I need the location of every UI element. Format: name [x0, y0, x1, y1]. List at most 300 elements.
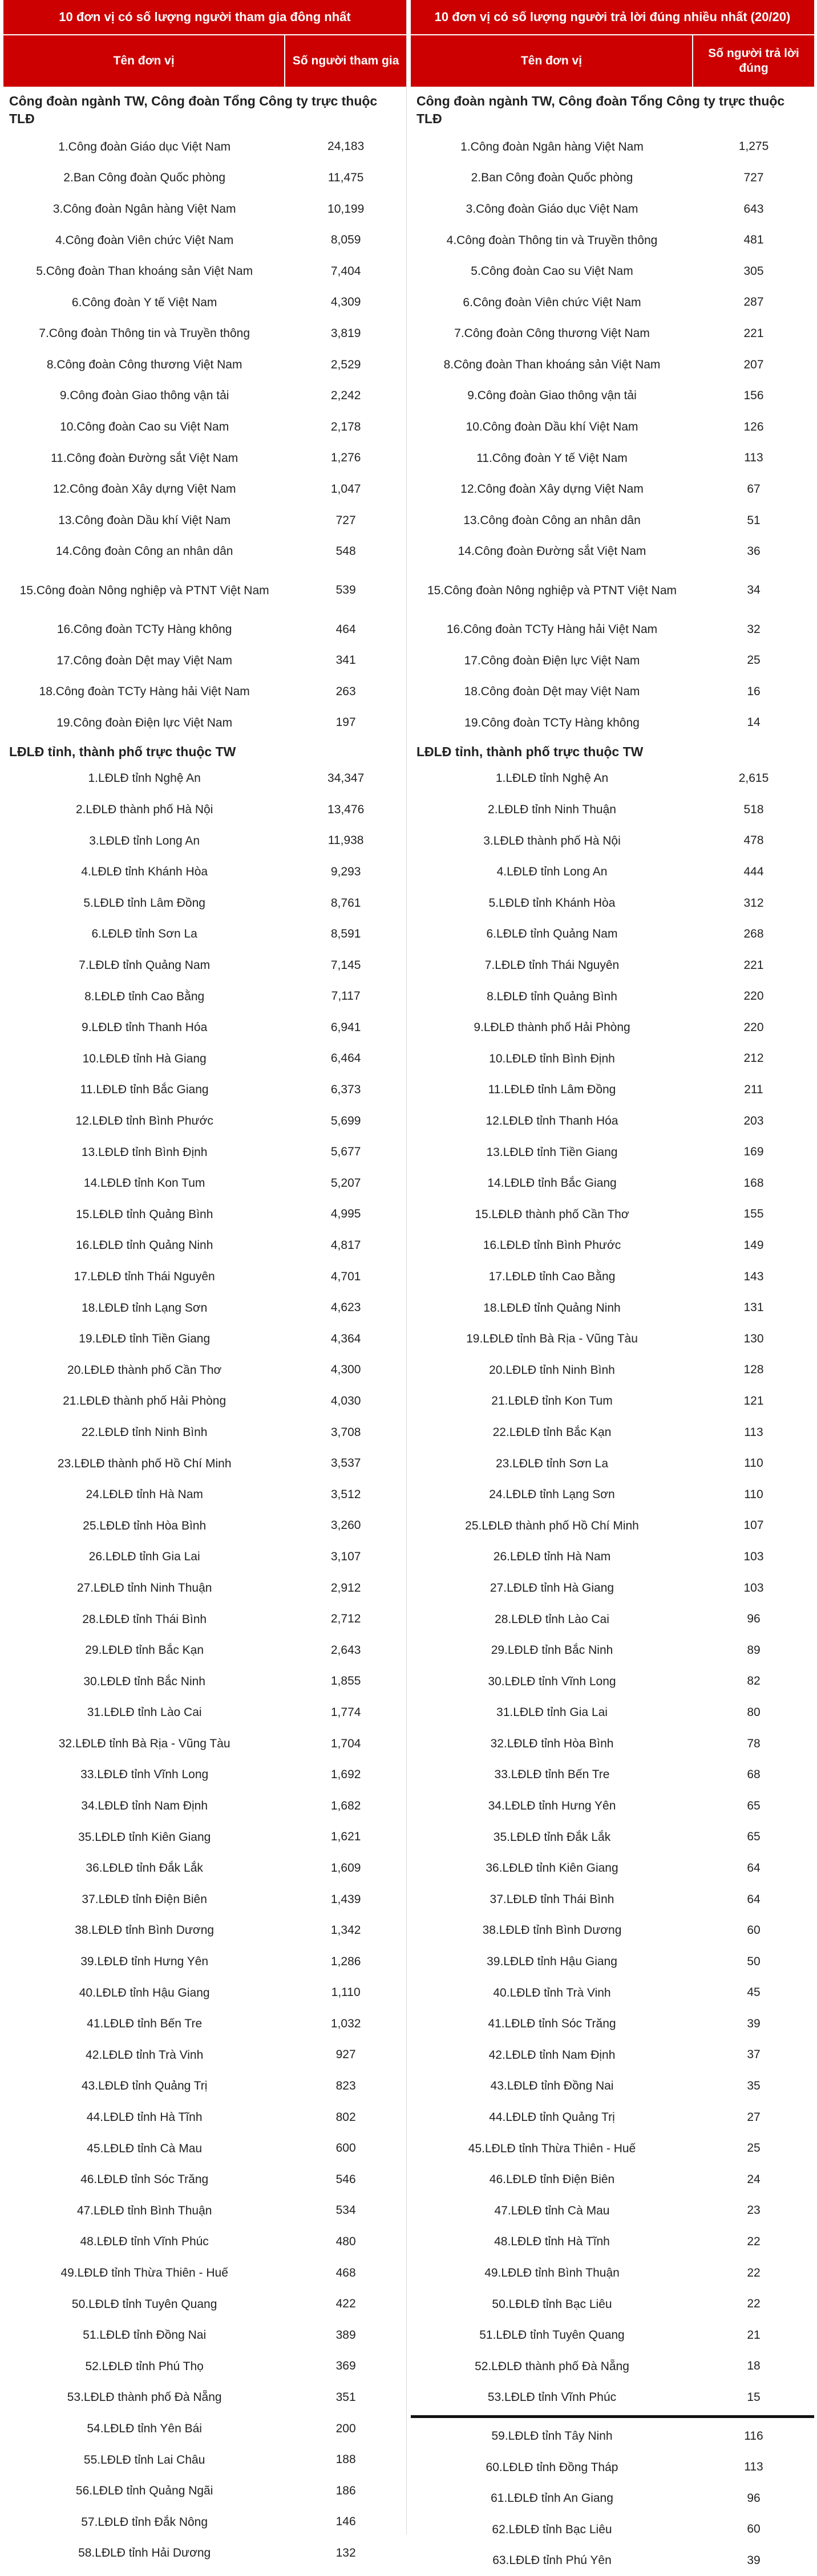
unit-count: 4,364 — [330, 1332, 361, 1345]
right-col-value-header: Số người trả lời đúng — [708, 46, 799, 75]
table-row — [411, 131, 814, 163]
unit-name: 13.LĐLĐ tỉnh Tiền Giang — [486, 1145, 618, 1159]
table-row — [3, 1510, 406, 1541]
unit-count: 444 — [743, 865, 764, 878]
unit-count: 220 — [743, 1020, 764, 1034]
unit-name: 34.LĐLĐ tỉnh Nam Định — [81, 1799, 208, 1813]
unit-name: 10.LĐLĐ tỉnh Hà Giang — [82, 1052, 207, 1065]
unit-name: 4.LĐLĐ tỉnh Long An — [496, 865, 608, 879]
unit-name: 1.Công đoàn Giáo dục Việt Nam — [58, 140, 231, 153]
unit-count: 39 — [747, 2553, 761, 2567]
table-row — [411, 1199, 814, 1230]
unit-name: 24.LĐLĐ tỉnh Lạng Sơn — [489, 1488, 615, 1502]
unit-count: 121 — [743, 1394, 764, 1407]
right-table-title: 10 đơn vị có số lượng người trả lời đúng nhiều nhất (20/20) — [411, 0, 814, 35]
unit-count: 169 — [743, 1145, 764, 1159]
unit-count: 130 — [743, 1332, 764, 1345]
unit-count: 1,621 — [330, 1830, 361, 1844]
table-row — [411, 2102, 814, 2133]
table-row — [411, 443, 814, 474]
unit-count: 110 — [744, 1457, 763, 1470]
unit-name: 34.LĐLĐ tỉnh Hưng Yên — [488, 1799, 616, 1813]
unit-name: 18.Công đoàn TCTy Hàng hải Việt Nam — [39, 685, 250, 699]
unit-count: 478 — [743, 834, 764, 847]
unit-name: 4.LĐLĐ tỉnh Khánh Hòa — [81, 865, 208, 879]
table-row — [3, 1759, 406, 1791]
table-row — [411, 1012, 814, 1044]
unit-name: 57.LĐLĐ tỉnh Đắk Nông — [81, 2515, 208, 2529]
unit-name: 18.LĐLĐ tỉnh Lạng Sơn — [81, 1301, 208, 1315]
table-row — [3, 1137, 406, 1168]
table-row — [411, 255, 814, 287]
unit-name: 40.LĐLĐ tỉnh Trà Vinh — [493, 1986, 611, 1999]
table-row — [3, 2071, 406, 2102]
left-col-value-header: Số người tham gia — [292, 54, 399, 67]
table-row — [411, 1105, 814, 1137]
table-row — [411, 614, 814, 645]
table-row — [3, 505, 406, 536]
unit-count: 23 — [747, 2204, 761, 2217]
unit-name: 27.LĐLĐ tỉnh Ninh Thuận — [76, 1581, 212, 1595]
unit-name: 20.LĐLĐ tỉnh Ninh Bình — [489, 1363, 615, 1377]
table-row — [411, 1261, 814, 1292]
table-row — [3, 2320, 406, 2351]
table-row — [3, 1853, 406, 1884]
unit-count: 221 — [743, 326, 764, 340]
unit-count: 207 — [743, 358, 764, 371]
unit-count: 212 — [743, 1052, 764, 1065]
unit-count: 107 — [743, 1519, 764, 1532]
unit-name: 28.LĐLĐ tỉnh Lào Cai — [495, 1612, 609, 1626]
table-row — [3, 1479, 406, 1510]
table-row — [411, 919, 814, 950]
unit-name: 48.LĐLĐ tỉnh Vĩnh Phúc — [80, 2235, 209, 2249]
table-row — [3, 1915, 406, 1946]
unit-name: 42.LĐLĐ tỉnh Nam Định — [488, 2048, 616, 2062]
table-row — [3, 2382, 406, 2413]
unit-count: 21 — [747, 2328, 761, 2342]
unit-count: 156 — [743, 389, 764, 403]
table-row — [3, 193, 406, 225]
table-row — [411, 1137, 814, 1168]
table-row — [411, 950, 814, 981]
right-table-panel — [411, 0, 814, 2567]
table-row — [411, 2482, 814, 2514]
unit-name: 21.LĐLĐ thành phố Hải Phòng — [63, 1394, 227, 1408]
unit-count: 927 — [335, 2048, 356, 2062]
unit-name: 32.LĐLĐ tỉnh Bà Rịa - Vũng Tàu — [58, 1737, 230, 1750]
table-row — [411, 1728, 814, 1759]
table-row — [3, 2475, 406, 2506]
table-row — [411, 1417, 814, 1448]
table-row — [3, 318, 406, 350]
unit-name: 12.Công đoàn Xây dựng Việt Nam — [52, 482, 236, 496]
table-row — [3, 1946, 406, 1977]
unit-name: 2.Ban Công đoàn Quốc phòng — [63, 171, 226, 185]
unit-name: 6.LĐLĐ tỉnh Sơn La — [91, 927, 197, 941]
unit-name: 16.Công đoàn TCTy Hàng không — [56, 623, 232, 636]
unit-count: 481 — [743, 233, 764, 247]
unit-name: 21.LĐLĐ tỉnh Kon Tum — [491, 1394, 613, 1408]
table-row — [3, 2102, 406, 2133]
unit-name: 58.LĐLĐ tỉnh Hải Dương — [78, 2546, 211, 2560]
unit-name: 8.LĐLĐ tỉnh Cao Bằng — [84, 989, 205, 1003]
table-row — [411, 2382, 814, 2413]
unit-name: 29.LĐLĐ tỉnh Bắc Kạn — [85, 1644, 204, 1657]
table-row — [3, 2133, 406, 2164]
unit-name: 10.Công đoàn Cao su Việt Nam — [60, 420, 229, 434]
table-row — [3, 1230, 406, 1261]
unit-name: 13.Công đoàn Công an nhân dân — [463, 513, 641, 527]
unit-count: 155 — [743, 1207, 764, 1221]
unit-count: 4,995 — [330, 1207, 361, 1221]
right-central-unions-list — [411, 131, 814, 739]
unit-name: 11.Công đoàn Đường sắt Việt Nam — [51, 451, 238, 465]
unit-name: 6.Công đoàn Viên chức Việt Nam — [463, 295, 641, 309]
unit-name: 10.Công đoàn Dầu khí Việt Nam — [466, 420, 638, 434]
table-row — [3, 1168, 406, 1199]
unit-name: 54.LĐLĐ tỉnh Yên Bái — [87, 2421, 202, 2435]
unit-name: 5.Công đoàn Than khoáng sản Việt Nam — [36, 265, 253, 278]
unit-name: 48.LĐLĐ tỉnh Hà Tĩnh — [494, 2235, 610, 2249]
unit-name: 14.Công đoàn Công an nhân dân — [55, 545, 233, 558]
unit-count: 16 — [747, 684, 761, 698]
unit-count: 27 — [747, 2110, 761, 2124]
unit-count: 4,623 — [330, 1301, 361, 1315]
table-row — [3, 2257, 406, 2289]
table-row — [411, 1977, 814, 2009]
table-row — [411, 1946, 814, 1977]
left-col-name-header: Tên đơn vị — [3, 35, 285, 87]
table-row — [411, 857, 814, 888]
table-row — [411, 163, 814, 194]
unit-name: 15.LĐLĐ tỉnh Quảng Bình — [75, 1207, 213, 1221]
table-row — [411, 1604, 814, 1635]
unit-count: 67 — [747, 482, 761, 496]
unit-name: 31.LĐLĐ tỉnh Lào Cai — [87, 1706, 202, 1719]
table-row — [3, 2444, 406, 2476]
table-row — [3, 380, 406, 412]
unit-count: 4,300 — [330, 1363, 361, 1377]
unit-name: 62.LĐLĐ tỉnh Bạc Liêu — [492, 2522, 612, 2536]
unit-count: 600 — [335, 2141, 356, 2155]
table-row — [411, 536, 814, 567]
unit-count: 2,242 — [330, 389, 361, 403]
unit-count: 188 — [335, 2453, 356, 2467]
unit-count: 11,475 — [327, 171, 364, 184]
table-row — [3, 255, 406, 287]
table-row — [411, 2039, 814, 2071]
unit-count: 6,941 — [330, 1020, 361, 1034]
unit-count: 1,047 — [330, 482, 361, 496]
unit-count: 9,293 — [330, 865, 361, 878]
left-table-title: 10 đơn vị có số lượng người tham gia đông nhất — [3, 0, 406, 35]
table-row — [411, 2452, 814, 2483]
table-row — [3, 857, 406, 888]
unit-count: 3,708 — [330, 1425, 361, 1439]
table-row — [3, 614, 406, 645]
unit-name: 12.Công đoàn Xây dựng Việt Nam — [460, 482, 644, 496]
table-row — [3, 1541, 406, 1573]
table-row — [3, 2538, 406, 2569]
table-row — [411, 1634, 814, 1666]
table-row — [3, 2195, 406, 2226]
unit-count: 3,819 — [330, 326, 361, 340]
table-row — [411, 1697, 814, 1729]
unit-count: 149 — [743, 1239, 764, 1252]
unit-name: 14.Công đoàn Đường sắt Việt Nam — [458, 545, 646, 558]
unit-name: 46.LĐLĐ tỉnh Điện Biên — [489, 2173, 615, 2186]
table-row — [3, 676, 406, 708]
table-row — [3, 645, 406, 676]
unit-name: 25.LĐLĐ tỉnh Hòa Bình — [83, 1519, 207, 1532]
unit-name: 29.LĐLĐ tỉnh Bắc Ninh — [491, 1644, 613, 1657]
unit-name: 33.LĐLĐ tỉnh Bến Tre — [494, 1768, 610, 1782]
unit-name: 10.LĐLĐ tỉnh Bình Định — [489, 1052, 615, 1065]
table-row — [3, 919, 406, 950]
unit-count: 8,591 — [330, 927, 361, 941]
unit-name: 53.LĐLĐ thành phố Đà Nẵng — [67, 2391, 222, 2404]
unit-name: 42.LĐLĐ tỉnh Trà Vinh — [86, 2048, 204, 2062]
unit-name: 19.LĐLĐ tỉnh Bà Rịa - Vũng Tàu — [466, 1332, 638, 1346]
unit-count: 539 — [335, 583, 356, 597]
table-row — [3, 794, 406, 825]
unit-name: 39.LĐLĐ tỉnh Hậu Giang — [487, 1955, 617, 1969]
table-row — [411, 2289, 814, 2320]
table-row — [3, 825, 406, 857]
unit-count: 113 — [744, 1425, 763, 1439]
unit-count: 341 — [335, 654, 356, 667]
unit-count: 2,643 — [330, 1643, 361, 1657]
unit-name: 16.Công đoàn TCTy Hàng hải Việt Nam — [446, 623, 658, 636]
unit-count: 727 — [335, 513, 356, 527]
table-row — [3, 950, 406, 981]
unit-name: 17.LĐLĐ tỉnh Thái Nguyên — [74, 1269, 215, 1283]
table-row — [411, 2164, 814, 2196]
unit-name: 41.LĐLĐ tỉnh Bến Tre — [87, 2017, 203, 2031]
unit-count: 6,464 — [330, 1052, 361, 1065]
unit-count: 2,529 — [330, 358, 361, 371]
unit-name: 31.LĐLĐ tỉnh Gia Lai — [496, 1706, 608, 1719]
unit-count: 3,512 — [330, 1487, 361, 1501]
table-row — [3, 1634, 406, 1666]
unit-name: 12.LĐLĐ tỉnh Bình Phước — [75, 1114, 213, 1127]
unit-count: 82 — [747, 1674, 761, 1688]
unit-name: 5.LĐLĐ tỉnh Lâm Đồng — [83, 896, 205, 910]
unit-name: 11.LĐLĐ tỉnh Bắc Giang — [80, 1083, 209, 1097]
table-row — [3, 1012, 406, 1044]
table-row — [411, 1759, 814, 1791]
table-row — [3, 1417, 406, 1448]
unit-name: 27.LĐLĐ tỉnh Hà Giang — [490, 1581, 614, 1595]
unit-name: 60.LĐLĐ tỉnh Đồng Tháp — [486, 2460, 618, 2474]
unit-count: 1,275 — [738, 140, 769, 153]
unit-count: 8,761 — [330, 896, 361, 910]
table-row — [3, 2226, 406, 2258]
unit-count: 220 — [743, 989, 764, 1003]
table-row — [411, 794, 814, 825]
left-section-provincial: LĐLĐ tỉnh, thành phố trực thuộc TW — [9, 744, 236, 759]
unit-count: 480 — [335, 2235, 356, 2249]
unit-count: 3,537 — [330, 1457, 361, 1470]
left-central-unions-list — [3, 131, 406, 739]
unit-name: 5.LĐLĐ tỉnh Khánh Hòa — [488, 896, 616, 910]
table-row — [3, 536, 406, 567]
table-row — [3, 2039, 406, 2071]
unit-count: 18 — [747, 2359, 761, 2373]
unit-count: 25 — [747, 654, 761, 667]
table-row — [3, 1354, 406, 1386]
unit-count: 60 — [747, 1924, 761, 1937]
unit-name: 30.LĐLĐ tỉnh Vĩnh Long — [488, 1674, 616, 1688]
table-row — [411, 2351, 814, 2382]
unit-name: 28.LĐLĐ tỉnh Thái Bình — [82, 1612, 207, 1626]
unit-count: 5,207 — [330, 1176, 361, 1190]
unit-name: 55.LĐLĐ tỉnh Lai Châu — [83, 2453, 205, 2467]
unit-count: 211 — [744, 1083, 763, 1097]
table-row — [3, 1292, 406, 1324]
left-table-header — [3, 35, 406, 87]
table-row — [411, 1386, 814, 1417]
unit-count: 287 — [743, 295, 764, 309]
unit-count: 6,373 — [330, 1083, 361, 1097]
unit-name: 51.LĐLĐ tỉnh Tuyên Quang — [479, 2328, 625, 2342]
table-row — [3, 2289, 406, 2320]
unit-name: 49.LĐLĐ tỉnh Bình Thuận — [484, 2266, 620, 2279]
table-row — [3, 1822, 406, 1853]
table-row — [411, 887, 814, 919]
unit-name: 3.LĐLĐ thành phố Hà Nội — [483, 834, 621, 847]
unit-count: 389 — [335, 2328, 356, 2342]
unit-name: 18.LĐLĐ tỉnh Quảng Ninh — [483, 1301, 621, 1315]
table-row — [411, 225, 814, 256]
unit-name: 7.LĐLĐ tỉnh Thái Nguyên — [484, 959, 620, 972]
table-row — [411, 676, 814, 708]
table-row — [3, 131, 406, 163]
table-row — [411, 1479, 814, 1510]
unit-name: 15.Công đoàn Nông nghiệp và PTNT Việt Nam — [427, 583, 677, 597]
table-row — [3, 1884, 406, 1915]
unit-name: 4.Công đoàn Thông tin và Truyền thông — [446, 233, 658, 247]
unit-name: 44.LĐLĐ tỉnh Hà Tĩnh — [86, 2111, 203, 2124]
unit-count: 186 — [335, 2484, 356, 2497]
table-row — [411, 1572, 814, 1604]
table-row — [3, 2009, 406, 2040]
right-col-name-header: Tên đơn vị — [411, 35, 693, 87]
table-row — [3, 707, 406, 739]
table-row — [411, 1541, 814, 1573]
table-row — [3, 1572, 406, 1604]
table-row — [3, 1199, 406, 1230]
unit-count: 13,476 — [327, 802, 365, 816]
table-row — [411, 2195, 814, 2226]
unit-name: 11.LĐLĐ tỉnh Lâm Đồng — [488, 1083, 616, 1097]
unit-count: 4,817 — [330, 1239, 361, 1252]
unit-count: 518 — [743, 802, 764, 816]
unit-name: 22.LĐLĐ tỉnh Ninh Bình — [81, 1425, 208, 1439]
unit-count: 39 — [747, 2017, 761, 2030]
unit-count: 64 — [747, 1861, 761, 1875]
table-row — [3, 2351, 406, 2382]
table-row — [411, 193, 814, 225]
unit-name: 13.LĐLĐ tỉnh Bình Định — [81, 1145, 208, 1159]
unit-count: 2,178 — [330, 420, 361, 433]
unit-count: 422 — [335, 2297, 356, 2311]
unit-count: 268 — [743, 927, 764, 941]
table-row — [411, 1790, 814, 1822]
unit-name: 3.LĐLĐ tỉnh Long An — [89, 834, 200, 847]
unit-count: 1,110 — [331, 1986, 361, 1999]
unit-count: 1,704 — [330, 1737, 361, 1750]
table-row — [3, 411, 406, 443]
unit-name: 38.LĐLĐ tỉnh Bình Dương — [75, 1924, 215, 1937]
table-row — [411, 567, 814, 614]
unit-count: 369 — [335, 2359, 356, 2373]
unit-name: 25.LĐLĐ thành phố Hồ Chí Minh — [465, 1519, 639, 1532]
unit-count: 32 — [747, 622, 761, 636]
unit-count: 643 — [743, 202, 764, 216]
table-row — [3, 163, 406, 194]
unit-name: 14.LĐLĐ tỉnh Kon Tum — [83, 1177, 205, 1190]
table-row — [3, 1666, 406, 1697]
unit-name: 23.LĐLĐ thành phố Hồ Chí Minh — [57, 1457, 232, 1470]
unit-name: 24.LĐLĐ tỉnh Hà Nam — [86, 1488, 203, 1502]
table-row — [3, 2164, 406, 2196]
unit-count: 1,276 — [330, 451, 361, 465]
unit-name: 43.LĐLĐ tỉnh Quảng Trị — [81, 2079, 208, 2093]
table-row — [3, 763, 406, 794]
unit-count: 78 — [747, 1737, 761, 1750]
table-row — [411, 1915, 814, 1946]
unit-count: 823 — [335, 2079, 356, 2093]
unit-name: 9.Công đoàn Giao thông vận tải — [59, 389, 229, 403]
table-row — [3, 1386, 406, 1417]
unit-count: 36 — [747, 545, 761, 558]
unit-count: 50 — [747, 1954, 761, 1968]
unit-count: 11,938 — [327, 834, 364, 847]
unit-count: 116 — [744, 2429, 763, 2443]
table-row — [3, 1105, 406, 1137]
table-row — [411, 2257, 814, 2289]
unit-name: 49.LĐLĐ tỉnh Thừa Thiên - Huế — [60, 2266, 228, 2279]
table-row — [411, 2545, 814, 2576]
unit-name: 13.Công đoàn Dầu khí Việt Nam — [58, 513, 231, 527]
table-row — [411, 1168, 814, 1199]
table-row — [411, 707, 814, 739]
unit-count: 128 — [743, 1363, 764, 1377]
unit-name: 45.LĐLĐ tỉnh Cà Mau — [87, 2141, 203, 2155]
unit-count: 168 — [743, 1176, 764, 1190]
unit-count: 802 — [335, 2110, 356, 2124]
unit-count: 351 — [335, 2391, 356, 2404]
unit-count: 22 — [747, 2235, 761, 2249]
unit-count: 14 — [747, 716, 761, 729]
unit-name: 8.Công đoàn Than khoáng sản Việt Nam — [443, 358, 661, 371]
table-row — [3, 1261, 406, 1292]
unit-name: 22.LĐLĐ tỉnh Bắc Kạn — [492, 1425, 612, 1439]
table-row — [411, 981, 814, 1012]
table-row — [411, 1354, 814, 1386]
unit-count: 312 — [743, 896, 764, 910]
unit-count: 25 — [747, 2141, 761, 2155]
right-provincial-list-continued — [411, 2420, 814, 2576]
unit-name: 52.LĐLĐ tỉnh Phú Thọ — [85, 2359, 204, 2373]
unit-count: 113 — [744, 451, 763, 465]
unit-count: 34,347 — [327, 772, 365, 785]
unit-count: 534 — [335, 2204, 356, 2217]
unit-count: 51 — [747, 513, 761, 527]
unit-count: 65 — [747, 1830, 761, 1844]
